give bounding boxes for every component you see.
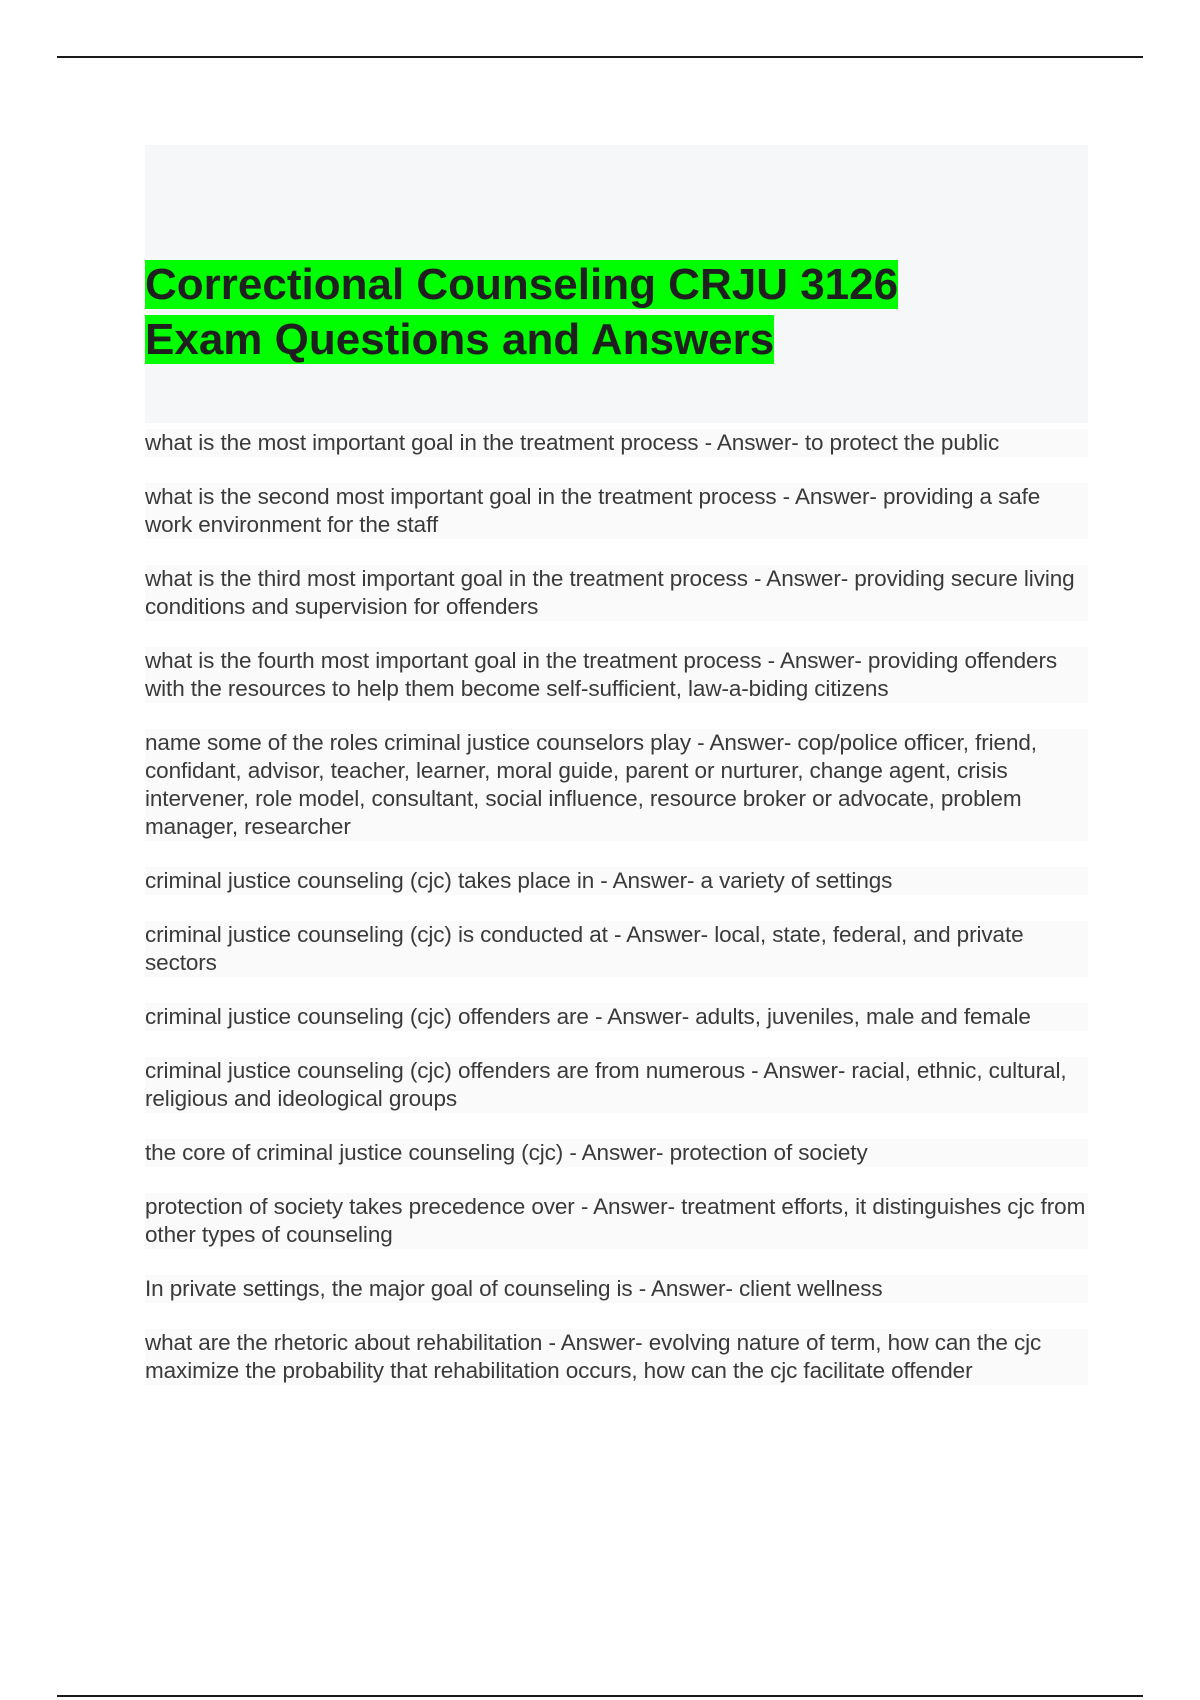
title-line-2: Exam Questions and Answers: [145, 315, 775, 364]
qa-item: name some of the roles criminal justice counselors play - Answer- cop/police officer, friend, confidant, advisor, teacher, learner, moral guide, parent or nurturer, change agent, crisis intervener, role model, consultant, social influence, resource broker or advocate, problem manager, researcher: [145, 729, 1088, 841]
qa-item: what is the fourth most important goal in the treatment process - Answer- providing offenders with the resources to help them become self-sufficient, law-a-biding citizens: [145, 647, 1088, 703]
qa-item: criminal justice counseling (cjc) takes place in - Answer- a variety of settings: [145, 867, 1088, 895]
page-bottom-rule: [57, 1695, 1143, 1697]
qa-item: In private settings, the major goal of counseling is - Answer- client wellness: [145, 1275, 1088, 1303]
qa-item: criminal justice counseling (cjc) offenders are - Answer- adults, juveniles, male and female: [145, 1003, 1088, 1031]
qa-item: what are the rhetoric about rehabilitation - Answer- evolving nature of term, how can the cjc maximize the probability that rehabilitation occurs, how can the cjc facilitate offender: [145, 1329, 1088, 1385]
qa-item: protection of society takes precedence over - Answer- treatment efforts, it distinguishes cjc from other types of counseling: [145, 1193, 1088, 1249]
document-title: [145, 257, 898, 367]
qa-item: what is the most important goal in the treatment process - Answer- to protect the public: [145, 429, 1088, 457]
qa-list: [145, 429, 1088, 1385]
qa-item: the core of criminal justice counseling (cjc) - Answer- protection of society: [145, 1139, 1088, 1167]
qa-item: what is the second most important goal in the treatment process - Answer- providing a safe work environment for the staff: [145, 483, 1088, 539]
qa-item: criminal justice counseling (cjc) is conducted at - Answer- local, state, federal, and private sectors: [145, 921, 1088, 977]
qa-item: criminal justice counseling (cjc) offenders are from numerous - Answer- racial, ethnic, cultural, religious and ideological groups: [145, 1057, 1088, 1113]
qa-item: what is the third most important goal in the treatment process - Answer- providing secure living conditions and supervision for offenders: [145, 565, 1088, 621]
document-body: [145, 145, 1088, 1385]
title-line-1: Correctional Counseling CRJU 3126: [145, 260, 899, 309]
title-block: [145, 145, 1088, 423]
page-top-rule: [57, 56, 1143, 58]
